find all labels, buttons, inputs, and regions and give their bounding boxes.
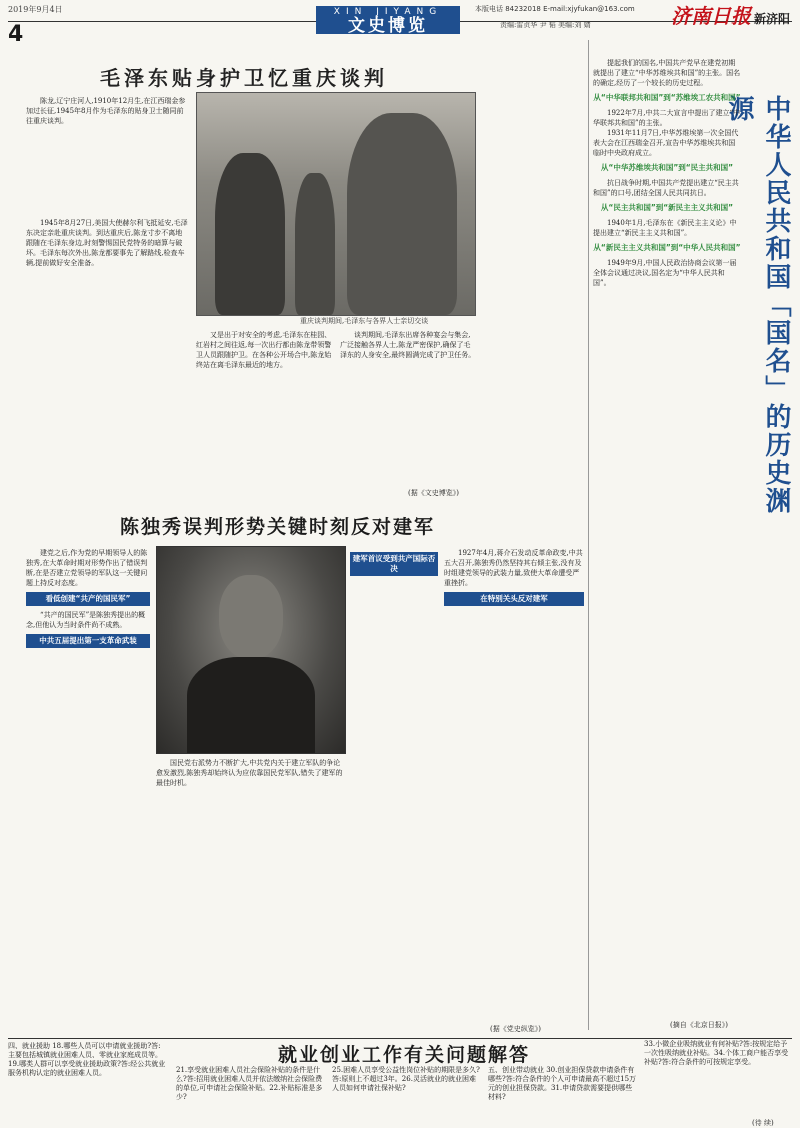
bottom-column3: 五、创业带动就业 30.创业担保贷款申请条件有哪些?答:符合条件的个人可申请最高不超过15万元的创业担保贷款。31.申请贷款需要提供哪些材料? xyxy=(488,1066,637,1101)
article2-banner-2: 中共五届提出第一支革命武装 xyxy=(26,634,150,648)
masthead xyxy=(671,0,790,29)
article1-column1: 1945年8月27日,美国大使赫尔利飞抵延安,毛泽东决定亲赴重庆谈判。到达重庆后,陈龙寸步不离地跟随在毛泽东身边,时刻警惕国民党特务的暗算与破坏。毛泽东每次外出,陈龙都要事先了解路线,检查车辆,提前做好安全准备。 xyxy=(26,219,188,267)
header-contact: 本版电话 84232018 E-mail:xjyfukan@163.com xyxy=(475,5,635,13)
article2-banner-4: 在特别关头反对建军 xyxy=(444,592,584,606)
right-article-title: 中华人民共和国「国名」的历史渊源 xyxy=(724,95,791,515)
right-para-3: 抗日战争时期,中国共产党提出建立“民主共和国”的口号,团结全国人民共同抗日。 xyxy=(593,179,739,197)
portrait-head xyxy=(219,575,283,659)
bottom-rule xyxy=(8,1038,792,1039)
article1-column3: 谈判期间,毛泽东出席各种宴会与集会,广泛接触各界人士,陈龙严密保护,确保了毛泽东的人身安全,最终圆满完成了护卫任务。 xyxy=(340,331,476,359)
page-number: 4 xyxy=(8,22,24,47)
section-pinyin: XIN JIYANG xyxy=(333,7,443,17)
right-subhead-3: 从“民主共和国”到“新民主主义共和国” xyxy=(600,203,734,212)
bottom-column2: 25.困难人员享受公益性岗位补贴的期限是多久?答:原则上不超过3年。26.灵活就业的就业困难人员如何申请社保补贴? xyxy=(332,1066,480,1092)
photo-figure-mid xyxy=(295,173,335,315)
article2-portrait xyxy=(156,546,346,754)
right-article-body xyxy=(593,58,741,288)
section-title: 文史博览 xyxy=(348,16,428,36)
article2-source: (据《党史纵览》) xyxy=(490,1025,541,1033)
column-divider xyxy=(588,40,589,1030)
right-subhead-2: 从“中华苏维埃共和国”到“民主共和国” xyxy=(600,163,734,172)
bottom-column1: 21.享受就业困难人员社会保险补贴的条件是什么?答:招用就业困难人员并依法缴纳社会保险费的单位,可申请社会保险补贴。22.补贴标准是多少? xyxy=(176,1066,323,1101)
article2-column2 xyxy=(444,548,584,610)
masthead-sub: 新济阳 xyxy=(753,12,790,26)
bottom-column0: 四、就业援助 18.哪些人员可以申请就业援助?答:主要包括城镇就业困难人员、零就业家庭成员等。19.哪类人群可以享受就业援助政策?答:经公共就业服务机构认定的就业困难人员。 xyxy=(8,1042,166,1077)
section-banner xyxy=(316,6,460,34)
article1-photo xyxy=(196,92,476,316)
article2-col1-text: “共产的国民军”是陈独秀提出的概念,但他认为当时条件尚不成熟。 xyxy=(26,611,146,629)
right-para-2: 1931年11月7日,中华苏维埃第一次全国代表大会在江西瑞金召开,宣告中华苏维埃共和国临时中央政府成立。 xyxy=(593,129,739,157)
article2-col0-text: 建党之后,作为党的早期领导人的陈独秀,在大革命时期对形势作出了错误判断,在是否建立党领导的军队这一关键问题上持反对态度。 xyxy=(26,549,148,587)
article1-photo-caption: 重庆谈判期间,毛泽东与各界人士亲切交谈 xyxy=(300,317,429,325)
article2-column1 xyxy=(350,548,438,580)
right-article-source: (摘自《北京日报》) xyxy=(670,1021,728,1029)
article1-lead: 陈龙,辽宁庄河人,1910年12月生,在江西瑞金参加过长征,1945年8月作为毛泽东的贴身卫士随同前往重庆谈判。 xyxy=(26,97,186,125)
article2-banner-1: 看低创建“共产的国民军” xyxy=(26,592,150,606)
right-para-5: 1949年9月,中国人民政治协商会议第一届全体会议通过决议,国名定为“中华人民共和国”。 xyxy=(593,259,737,287)
bottom-article-source: (待 续) xyxy=(752,1119,774,1127)
header-date: 2019年9月4日 xyxy=(8,5,63,14)
article2-title: 陈独秀误判形势关键时刻反对建军 xyxy=(120,516,436,538)
bottom-column4: 33.小微企业吸纳就业有何补贴?答:按规定给予一次性吸纳就业补贴。34.个体工商户能否享受补贴?答:符合条件的可按规定享受。 xyxy=(644,1040,789,1066)
article2-column3: 国民党右派势力不断扩大,中共党内关于建立军队的争论愈发激烈,陈独秀却始终认为应依靠国民党军队,错失了建军的最佳时机。 xyxy=(156,759,343,787)
header-editors: 责编:雷贞华 尹 韬 美编:刘 婧 xyxy=(500,21,591,29)
article1-title: 毛泽东贴身护卫忆重庆谈判 xyxy=(100,66,388,90)
portrait-body xyxy=(187,657,315,753)
masthead-title: 济南日报 xyxy=(670,4,751,28)
photo-figure-right xyxy=(347,113,457,315)
right-subhead-4: 从“新民主主义共和国”到“中华人民共和国” xyxy=(593,243,741,252)
article1-column2: 又是出于对安全的考虑,毛泽东在桂园、红岩村之间往返,每一次出行都由陈龙带领警卫人员跟随护卫。在各种公开场合中,陈龙始终站在离毛泽东最近的地方。 xyxy=(196,331,332,369)
article2-banner-3: 建军首议受到共产国际否决 xyxy=(350,552,438,576)
photo-figure-left xyxy=(215,153,285,315)
right-subhead-1: 从“中华联邦共和国”到“苏维埃工农共和国” xyxy=(593,93,741,102)
article1-source: (据《文史博览》) xyxy=(408,489,459,497)
right-para-4: 1940年1月,毛泽东在《新民主主义论》中提出建立“新民主主义共和国”。 xyxy=(593,219,737,237)
right-article-intro: 提起我们的国名,中国共产党早在建党初期就提出了建立“中华苏维埃共和国”的主张。国名的确定,经历了一个较长的历史过程。 xyxy=(593,59,741,87)
article2-col2-text: 1927年4月,蒋介石发动反革命政变,中共五大召开,陈独秀仍然坚持其右倾主张,没有及时组建党领导的武装力量,致使大革命遭受严重挫折。 xyxy=(444,549,583,587)
article2-column0 xyxy=(26,548,150,652)
bottom-article-title: 就业创业工作有关问题解答 xyxy=(278,1044,531,1066)
right-para-1: 1922年7月,中共二大宣言中提出了建立“中华联邦共和国”的主张。 xyxy=(593,109,741,127)
